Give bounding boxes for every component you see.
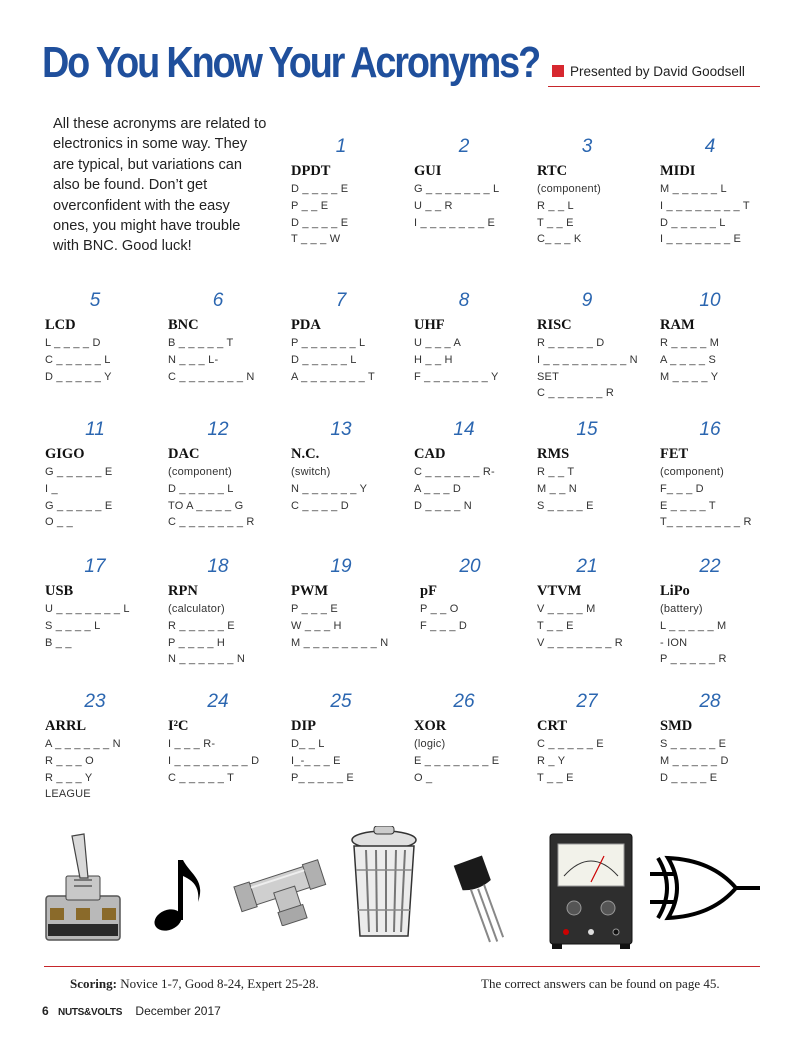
puzzle-number: 21 (576, 556, 598, 577)
puzzle-number: 22 (699, 556, 721, 577)
clue-line: SET (537, 370, 559, 383)
presenter-text: Presented by David Goodsell (570, 64, 745, 79)
clue-line: G _ _ _ _ _ E (45, 499, 113, 512)
scoring-text (70, 976, 319, 992)
transistor-icon (448, 854, 508, 944)
acronym: RISC (537, 317, 572, 333)
clue-line: C _ _ _ _ _ _ R- (414, 466, 495, 478)
clue-line: D _ _ _ _ _ Y (45, 370, 112, 383)
clue-line: LEAGUE (45, 788, 91, 801)
clue-line: R _ Y (537, 754, 566, 767)
puzzle-number: 19 (330, 556, 352, 577)
clue-line: C _ _ _ _ _ E (537, 738, 604, 750)
clue-line: P _ _ _ _ _ R (660, 653, 727, 666)
clue-line: A _ _ _ _ S (660, 353, 717, 366)
puzzle-number: 9 (581, 290, 593, 311)
vtvm-meter-icon (548, 832, 634, 950)
page-footer (42, 1004, 221, 1018)
clue-line: S _ _ _ _ E (537, 499, 594, 512)
clue-line: F _ _ _ _ _ _ _ Y (414, 370, 499, 383)
clue-line: - ION (660, 636, 688, 649)
clue-line: M _ _ _ _ _ L (660, 183, 727, 195)
acronym: USB (45, 583, 74, 599)
puzzle-27 (537, 691, 659, 786)
clue-line: G _ _ _ _ _ _ _ L (414, 183, 500, 195)
acronym: CAD (414, 446, 446, 462)
puzzle-17 (45, 556, 167, 651)
clue-line: O _ _ (45, 516, 73, 529)
puzzle-number: 11 (85, 419, 105, 440)
clue-line: M _ _ N (537, 482, 577, 495)
clue-line: I _ _ _ _ _ _ _ _ D (168, 754, 260, 767)
clue-line: N _ _ _ _ _ _ Y (291, 482, 368, 495)
clue-line: C _ _ _ _ D (291, 499, 349, 512)
acronym: PWM (291, 583, 329, 599)
bottom-divider (44, 966, 760, 967)
page-number: 6 (42, 1004, 49, 1018)
clue-line: (battery) (660, 603, 703, 615)
clue-line: L _ _ _ _ _ M (660, 619, 727, 632)
puzzle-13 (291, 419, 413, 514)
acronym: pF (420, 583, 437, 599)
acronym: N.C. (291, 446, 320, 462)
puzzle-number: 18 (207, 556, 229, 577)
puzzle-number: 13 (330, 419, 352, 440)
puzzle-7 (291, 290, 413, 385)
clue-line: T _ _ E (537, 771, 574, 784)
clue-line: N _ _ _ L- (168, 353, 219, 366)
puzzle-19 (291, 556, 413, 651)
acronym: RPN (168, 583, 198, 599)
clue-line: A _ _ _ _ _ _ _ T (291, 370, 375, 383)
acronym: DPDT (291, 163, 331, 179)
clue-line: G _ _ _ _ _ E (45, 466, 113, 478)
clue-line: I _ _ _ _ _ _ _ E (414, 216, 496, 229)
puzzle-number: 16 (699, 419, 721, 440)
clue-line: D _ _ _ _ E (291, 183, 349, 195)
clue-line: H _ _ H (414, 353, 453, 366)
clue-line: I _ (45, 482, 58, 495)
puzzle-number: 4 (704, 136, 716, 157)
puzzle-25 (291, 691, 413, 786)
puzzle-28 (660, 691, 782, 786)
acronym: BNC (168, 317, 199, 333)
puzzle-number: 28 (699, 691, 721, 712)
puzzle-23 (45, 691, 167, 803)
puzzle-number: 17 (84, 556, 106, 577)
clue-line: TO A _ _ _ _ G (168, 499, 244, 512)
clue-line: F_ _ _ D (660, 482, 704, 495)
clue-line: (switch) (291, 466, 331, 478)
puzzle-8 (414, 290, 536, 385)
clue-line: (logic) (414, 738, 446, 750)
clue-line: D _ _ _ _ _ L (291, 353, 357, 366)
clue-line: R _ _ _ Y (45, 771, 93, 784)
clue-line: U _ _ _ _ _ _ _ L (45, 603, 130, 615)
puzzle-number: 20 (459, 556, 481, 577)
clue-line: P _ _ E (291, 199, 329, 212)
acronym: RTC (537, 163, 568, 179)
puzzle-10 (660, 290, 782, 385)
clue-line: T _ _ E (537, 216, 574, 229)
puzzle-number: 27 (576, 691, 598, 712)
clue-line: P _ _ _ E (291, 603, 338, 615)
clue-line: T _ _ E (537, 619, 574, 632)
clue-line: A _ _ _ _ _ _ N (45, 738, 121, 750)
clue-line: P _ _ _ _ H (168, 636, 226, 649)
bnc-tee-connector-icon (232, 846, 332, 926)
brand-logo: NUTS&VOLTS (58, 1007, 123, 1018)
clue-line: M _ _ _ _ _ _ _ _ N (291, 636, 389, 649)
acronym: LiPo (660, 583, 690, 599)
clue-line: D _ _ _ _ _ L (660, 216, 726, 229)
puzzle-5 (45, 290, 167, 385)
clue-line: V _ _ _ _ _ _ _ R (537, 636, 623, 649)
clue-line: C _ _ _ _ _ _ _ R (168, 516, 255, 529)
clue-line: U _ _ R (414, 199, 453, 212)
clue-line: S _ _ _ _ _ E (660, 738, 727, 750)
clue-line: C _ _ _ _ _ T (168, 771, 234, 784)
clue-line: I_-_ _ _ E (291, 754, 341, 767)
puzzle-number: 1 (335, 136, 347, 157)
puzzle-number: 24 (207, 691, 229, 712)
clue-line: B _ _ _ _ _ T (168, 337, 234, 349)
clue-line: C _ _ _ _ _ L (45, 353, 111, 366)
clue-line: P _ _ _ _ _ _ L (291, 337, 366, 349)
clue-line: W _ _ _ H (291, 619, 342, 632)
puzzle-26 (414, 691, 536, 786)
clue-line: R _ _ _ _ _ E (168, 619, 235, 632)
clue-line: P_ _ _ _ _ E (291, 771, 354, 784)
clue-line: D _ _ _ _ E (291, 216, 349, 229)
clue-line: S _ _ _ _ L (45, 619, 101, 632)
acronym: SMD (660, 718, 693, 734)
acronym: XOR (414, 718, 447, 734)
illustration-row (0, 824, 804, 954)
trash-can-icon (348, 826, 420, 942)
clue-line: M _ _ _ _ Y (660, 370, 719, 383)
clue-line: T _ _ _ W (291, 233, 341, 246)
page-title: Do You Know Your Acronyms? (42, 38, 540, 87)
puzzle-number: 2 (458, 136, 470, 157)
puzzle-number: 12 (207, 419, 229, 440)
puzzle-9 (537, 290, 659, 402)
clue-line: I _ _ _ _ _ _ _ _ T (660, 199, 750, 212)
clue-line: I _ _ _ _ _ _ _ _ _ N (537, 353, 638, 366)
acronym: LCD (45, 317, 76, 333)
clue-line: R _ _ _ O (45, 754, 94, 767)
clue-line: P _ _ O (420, 603, 459, 615)
clue-line: R _ _ _ _ M (660, 337, 720, 349)
issue-date: December 2017 (135, 1004, 221, 1018)
clue-line: C _ _ _ _ _ _ _ N (168, 370, 255, 383)
clue-line: (calculator) (168, 603, 225, 615)
clue-line: I _ _ _ _ _ _ _ E (660, 233, 742, 246)
acronym: DIP (291, 718, 316, 734)
answers-note: The correct answers can be found on page 45. (481, 976, 720, 991)
acronym: MIDI (660, 163, 696, 179)
puzzle-16 (660, 419, 782, 531)
presenter-byline (548, 64, 760, 87)
clue-line: U _ _ _ A (414, 337, 462, 349)
puzzle-24 (168, 691, 290, 786)
clue-line: I _ _ _ R- (168, 738, 216, 750)
intro-paragraph: All these acronyms are related to electronics in some way. They are typical, but variations can also be found. Don’t get overconfident with the easy ones, you might have trouble with BNC. Good luck! (53, 116, 267, 255)
acronym: GUI (414, 163, 442, 179)
puzzle-22 (660, 556, 782, 668)
clue-line: R _ _ L (537, 199, 574, 212)
puzzle-number: 14 (453, 419, 475, 440)
puzzle-4 (660, 136, 782, 248)
puzzle-11 (45, 419, 167, 531)
clue-line: V _ _ _ _ M (537, 603, 596, 615)
clue-line: (component) (660, 466, 724, 478)
acronym: PDA (291, 317, 321, 333)
acronym: GIGO (45, 446, 85, 462)
acronym: FET (660, 446, 689, 462)
clue-line: C_ _ _ K (537, 233, 582, 246)
clue-line: R _ _ _ _ _ D (537, 337, 605, 349)
puzzle-15 (537, 419, 659, 514)
clue-line: D _ _ _ _ _ L (168, 482, 234, 495)
red-square-icon (552, 65, 564, 77)
clue-line: M _ _ _ _ _ D (660, 754, 729, 767)
puzzle-number: 10 (699, 290, 721, 311)
puzzle-number: 26 (453, 691, 475, 712)
puzzle-number: 25 (330, 691, 352, 712)
puzzle-20 (420, 556, 542, 635)
xor-gate-icon (650, 854, 762, 922)
acronym: I²C (168, 718, 189, 734)
clue-line: F _ _ _ D (420, 619, 468, 632)
clue-line: B _ _ (45, 636, 72, 649)
puzzle-2 (414, 136, 536, 231)
puzzle-6 (168, 290, 290, 385)
puzzle-number: 6 (212, 290, 224, 311)
puzzle-number: 8 (458, 290, 470, 311)
puzzle-14 (414, 419, 536, 514)
scoring-label: Scoring: (70, 976, 117, 991)
clue-line: E _ _ _ _ _ _ _ E (414, 754, 500, 767)
acronym: ARRL (45, 718, 87, 734)
puzzle-number: 3 (581, 136, 593, 157)
clue-line: (component) (537, 183, 601, 195)
clue-line: E _ _ _ _ T (660, 499, 716, 512)
clue-line: A _ _ _ D (414, 482, 462, 495)
toggle-switch-icon (44, 830, 122, 942)
clue-line: T_ _ _ _ _ _ _ _ R (660, 516, 752, 529)
clue-line: D _ _ _ _ E (660, 771, 718, 784)
puzzle-21 (537, 556, 659, 651)
puzzle-18 (168, 556, 290, 668)
clue-line: O _ (414, 771, 433, 784)
music-note-icon (150, 854, 206, 934)
acronym: RMS (537, 446, 570, 462)
scoring-values: Novice 1-7, Good 8-24, Expert 25-28. (116, 976, 319, 991)
clue-line: N _ _ _ _ _ _ N (168, 653, 245, 666)
clue-line: D_ _ L (291, 738, 325, 750)
clue-line: L _ _ _ _ D (45, 337, 101, 349)
acronym: CRT (537, 718, 568, 734)
puzzle-1 (291, 136, 413, 248)
acronym: DAC (168, 446, 200, 462)
clue-line: (component) (168, 466, 232, 478)
clue-line: D _ _ _ _ N (414, 499, 472, 512)
acronym: VTVM (537, 583, 582, 599)
puzzle-number: 7 (335, 290, 347, 311)
clue-line: R _ _ T (537, 466, 575, 478)
clue-line: C _ _ _ _ _ _ R (537, 387, 614, 400)
acronym: RAM (660, 317, 695, 333)
puzzle-12 (168, 419, 290, 531)
puzzle-3 (537, 136, 659, 248)
acronym: UHF (414, 317, 445, 333)
puzzle-number: 5 (89, 290, 101, 311)
puzzle-number: 23 (84, 691, 106, 712)
puzzle-number: 15 (576, 419, 598, 440)
